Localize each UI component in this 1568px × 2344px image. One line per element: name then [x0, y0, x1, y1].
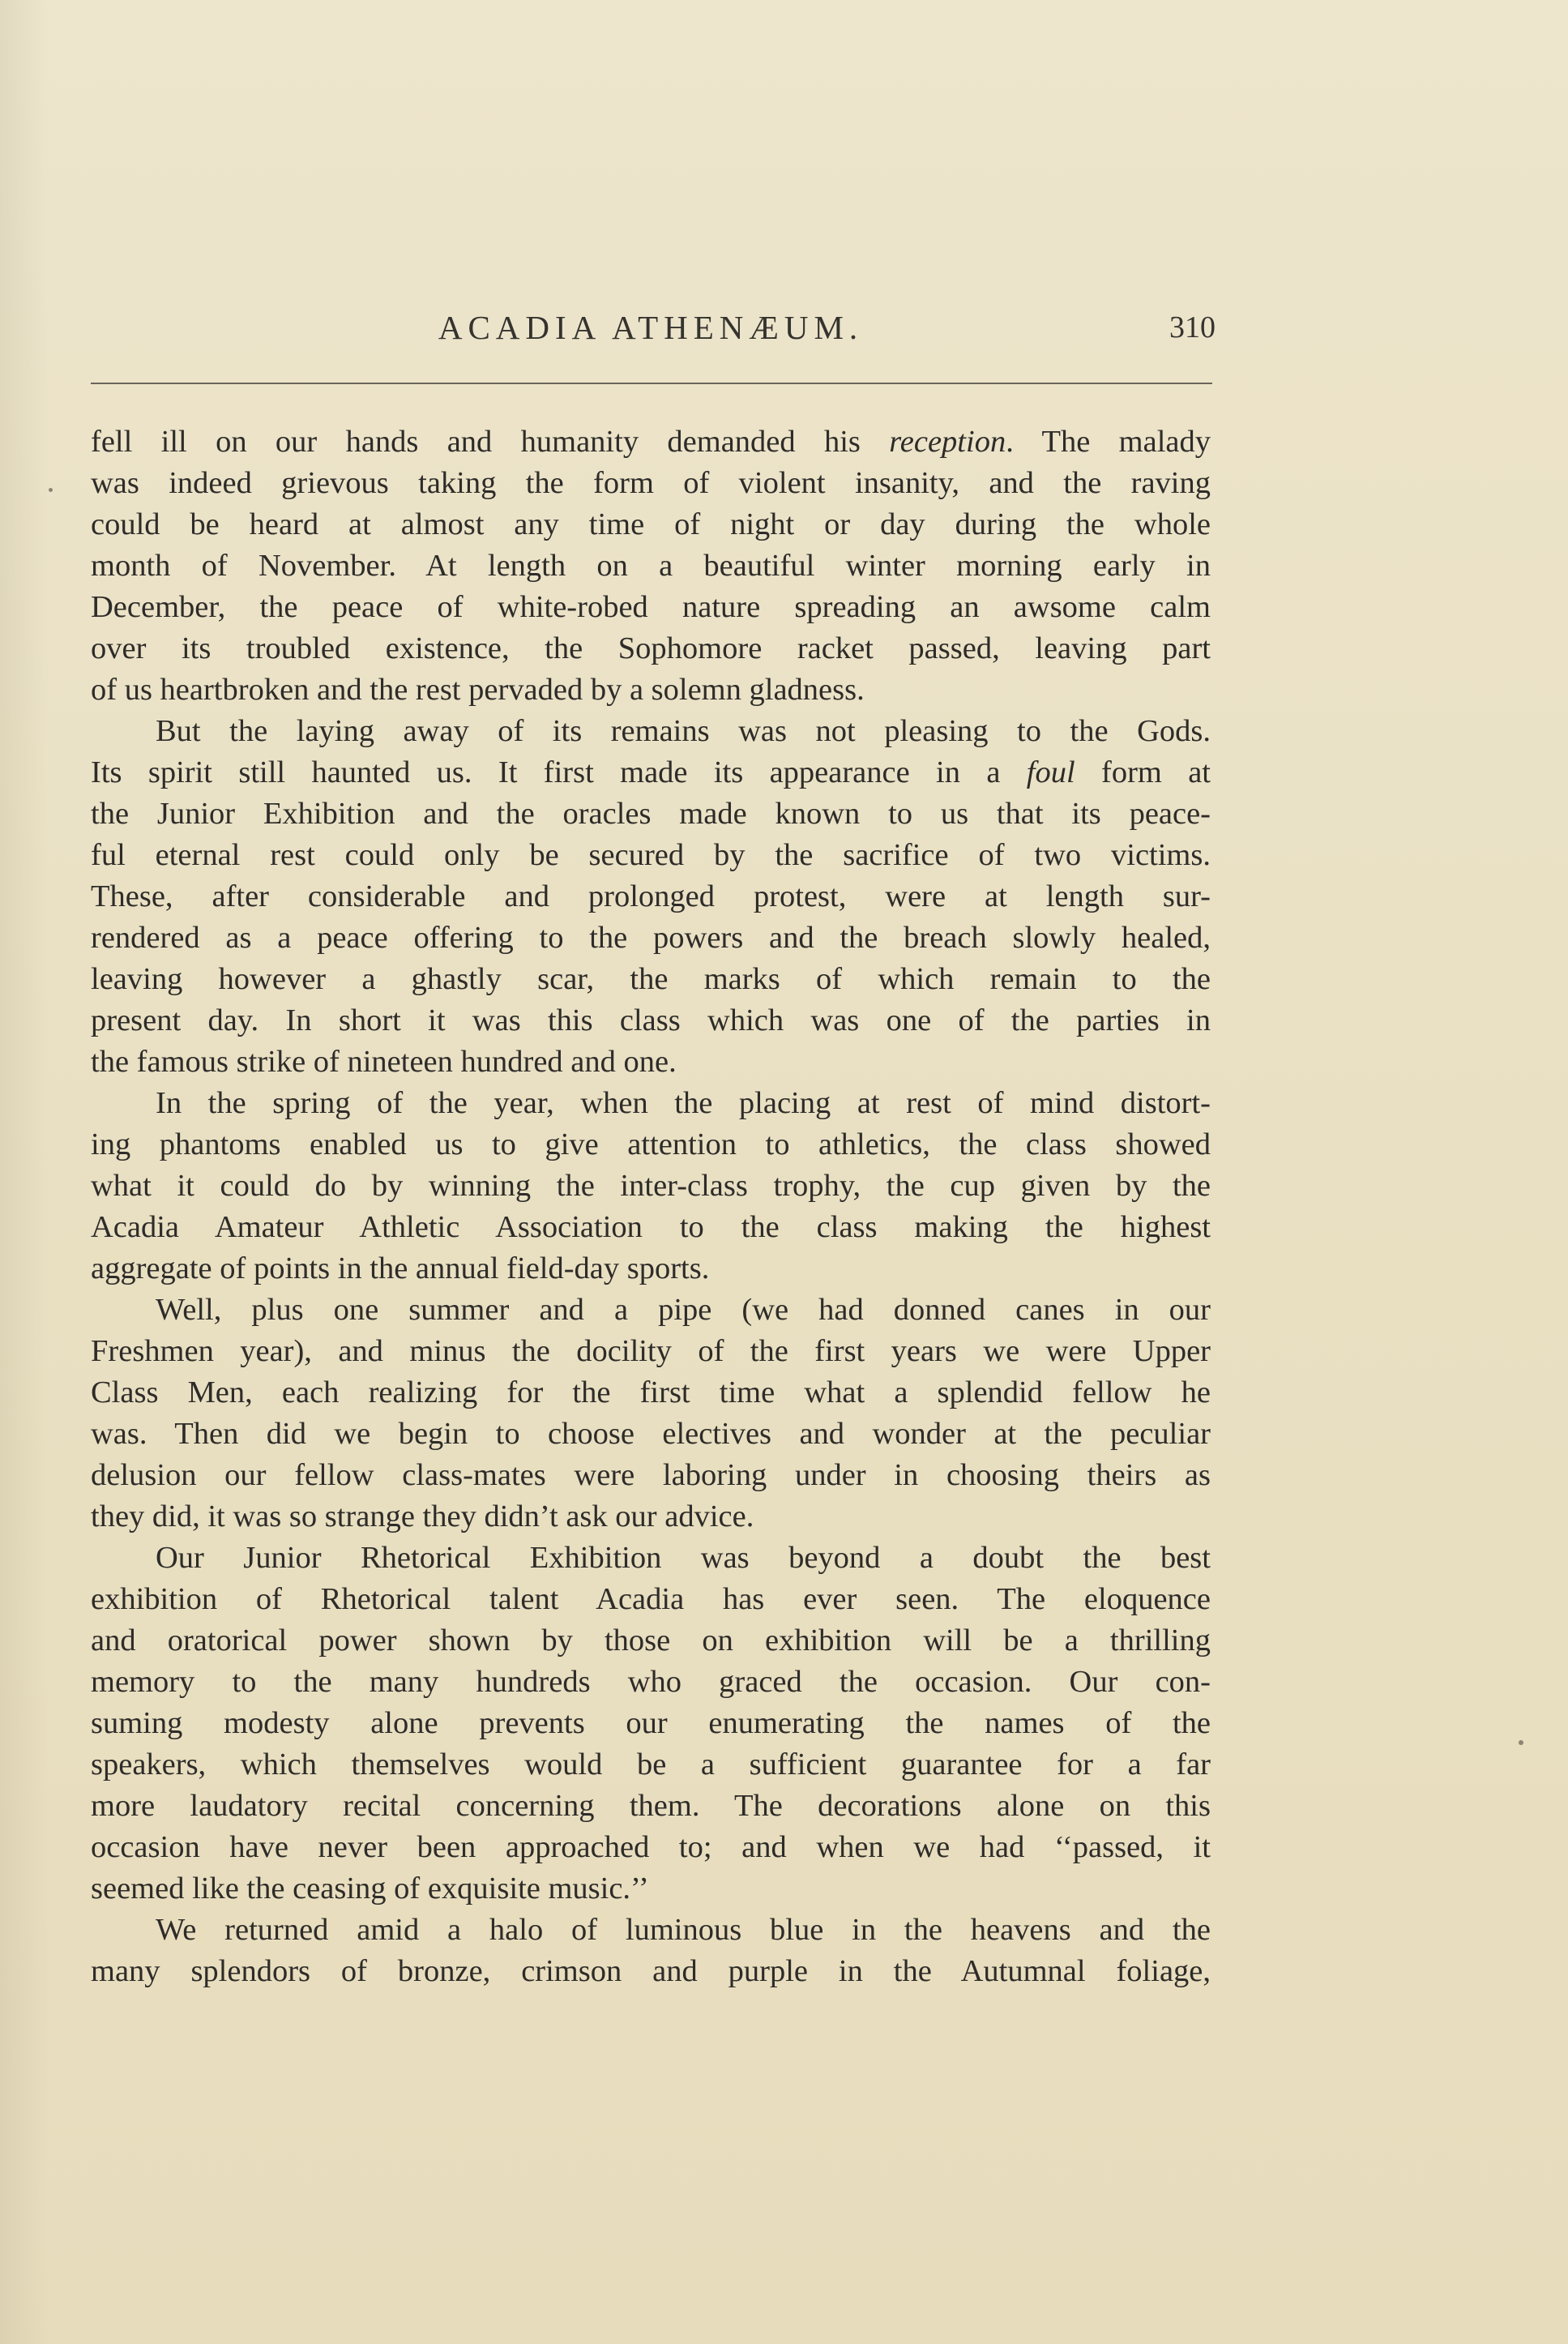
text-line: was indeed grievous taking the form of violent insanity, and the raving	[91, 466, 1211, 500]
text-line: memory to the many hundreds who graced the occasion. Our con-	[91, 1665, 1211, 1699]
text-line: But the laying away of its remains was not pleasing to the Gods.	[156, 714, 1211, 748]
text-line: Class Men, each realizing for the first time what a splendid fellow he	[91, 1375, 1211, 1409]
scan-speck	[1519, 1740, 1523, 1745]
paragraph	[91, 1083, 1211, 1290]
text-line: delusion our fellow class-mates were laboring under in choosing theirs as	[91, 1458, 1211, 1492]
text-line: Freshmen year), and minus the docility of the first years we were Upper	[91, 1334, 1211, 1368]
text-line: Acadia Amateur Athletic Association to the class making the highest	[91, 1210, 1211, 1244]
text-line: could be heard at almost any time of night or day during the whole	[91, 507, 1211, 541]
text-line: the famous strike of nineteen hundred and one.	[91, 1045, 677, 1079]
text-line: present day. In short it was this class which was one of the parties in	[91, 1003, 1211, 1037]
text-line: and oratorical power shown by those on exhibition will be a thrilling	[91, 1623, 1211, 1657]
body-text	[91, 421, 1211, 1992]
text-line: occasion have never been approached to; and when we had ‘‘passed, it	[91, 1830, 1211, 1864]
text-line: These, after considerable and prolonged protest, were at length sur-	[91, 879, 1211, 913]
text-line: speakers, which themselves would be a sufficient guarantee for a far	[91, 1747, 1211, 1782]
page-number: 310	[1169, 310, 1216, 344]
text-line: aggregate of points in the annual field-day sports.	[91, 1251, 710, 1285]
text-line: suming modesty alone prevents our enumerating the names of the	[91, 1706, 1211, 1740]
text-line: fell ill on our hands and humanity demanded his reception. The malady	[91, 425, 1211, 459]
running-title: ACADIA ATHENÆUM.	[438, 309, 864, 346]
text-line: We returned amid a halo of luminous blue in the heavens and the	[156, 1913, 1211, 1947]
text-line: over its troubled existence, the Sophomore racket passed, leaving part	[91, 631, 1211, 665]
paragraph	[91, 1290, 1211, 1538]
text-line: December, the peace of white-robed nature spreading an awsome calm	[91, 590, 1211, 624]
text-line: Its spirit still haunted us. It first made its appearance in a foul form at	[91, 755, 1211, 789]
page-header	[91, 308, 1216, 365]
text-line: was. Then did we begin to choose electives and wonder at the peculiar	[91, 1417, 1211, 1451]
text-line: In the spring of the year, when the placing at rest of mind distort-	[156, 1086, 1211, 1120]
text-line: the Junior Exhibition and the oracles made known to us that its peace-	[91, 797, 1211, 831]
paragraph	[91, 421, 1211, 711]
text-line: month of November. At length on a beautiful winter morning early in	[91, 549, 1211, 583]
text-line: of us heartbroken and the rest pervaded by a solemn gladness.	[91, 673, 865, 707]
text-line: Well, plus one summer and a pipe (we had donned canes in our	[156, 1293, 1211, 1327]
printed-page	[91, 308, 1216, 1988]
paragraph	[91, 711, 1211, 1083]
italic-word: reception	[889, 425, 1006, 459]
text-line: ful eternal rest could only be secured by the sacrifice of two victims.	[91, 838, 1211, 872]
text-line: many splendors of bronze, crimson and purple in the Autumnal foliage,	[91, 1954, 1211, 1988]
text-line: exhibition of Rhetorical talent Acadia has ever seen. The eloquence	[91, 1582, 1211, 1616]
text-line: leaving however a ghastly scar, the marks of which remain to the	[91, 962, 1211, 996]
text-line: more laudatory recital concerning them. The decorations alone on this	[91, 1789, 1211, 1823]
italic-word: foul	[1026, 755, 1075, 789]
paragraph	[91, 1910, 1211, 1992]
text-line: they did, it was so strange they didn’t ask our advice.	[91, 1499, 754, 1533]
text-line: what it could do by winning the inter-class trophy, the cup given by the	[91, 1169, 1211, 1203]
text-line: seemed like the ceasing of exquisite music.’’	[91, 1871, 649, 1906]
header-rule	[91, 383, 1212, 384]
scan-speck	[49, 488, 53, 492]
text-line: ing phantoms enabled us to give attention to athletics, the class showed	[91, 1127, 1211, 1161]
text-line: Our Junior Rhetorical Exhibition was beyond a doubt the best	[156, 1541, 1211, 1575]
paragraph	[91, 1538, 1211, 1910]
text-line: rendered as a peace offering to the powers and the breach slowly healed,	[91, 921, 1211, 955]
